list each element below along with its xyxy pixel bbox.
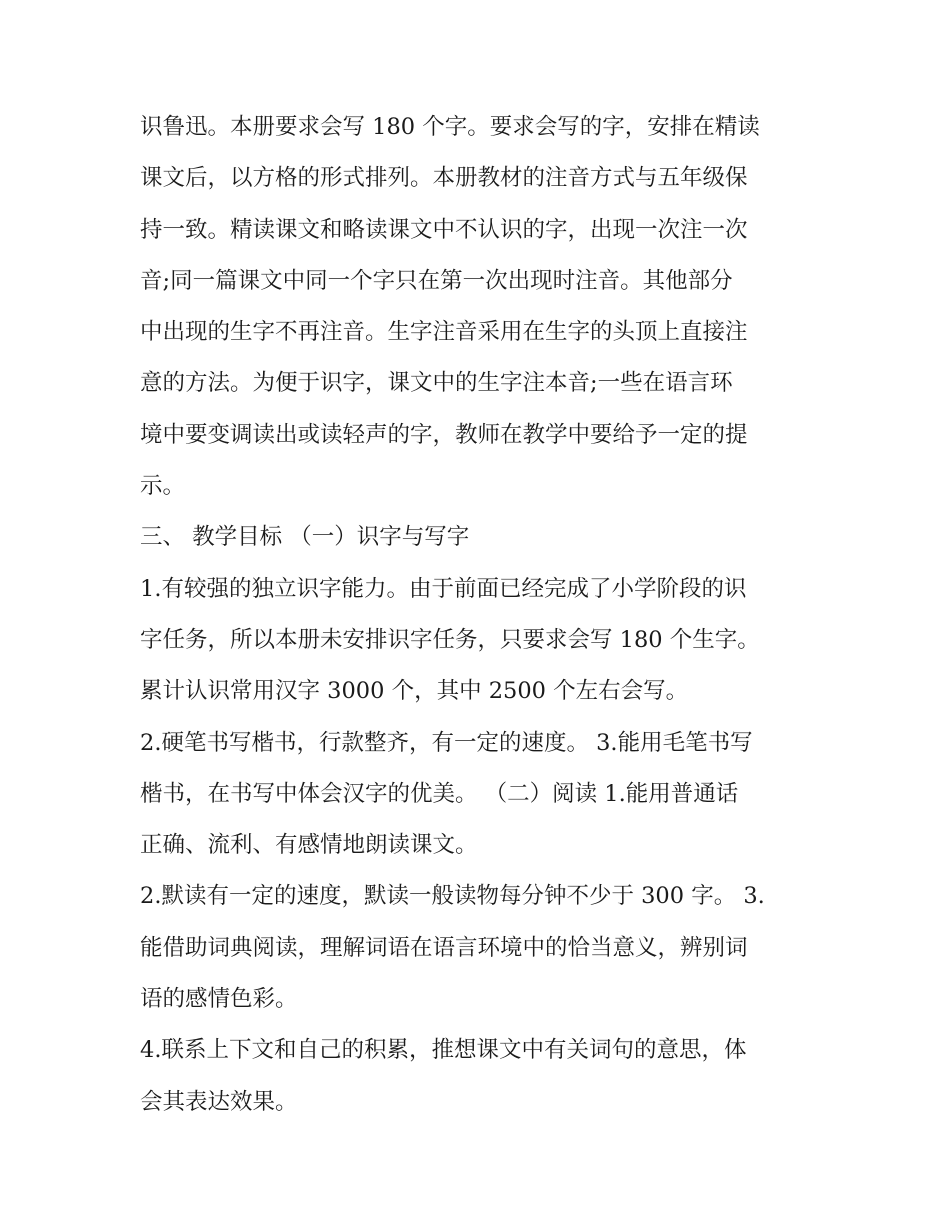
- text-line: 识鲁迅。本册要求会写 180 个字。要求会写的字，安排在精读: [140, 114, 760, 140]
- text-line: 音;同一篇课文中同一个字只在第一次出现时注音。其他部分: [140, 267, 733, 294]
- text-line: 课文后，以方格的形式排列。本册教材的注音方式与五年级保: [140, 165, 748, 192]
- text-line: 能借助词典阅读，理解词语在语言环境中的恰当意义，辨别词: [140, 934, 748, 961]
- section-heading: 三、 教学目标 （一）识字与写字: [140, 524, 470, 551]
- text-line: 4.联系上下文和自己的积累，推想课文中有关词句的意思，体: [140, 1037, 747, 1064]
- text-line: 持一致。精读课文和略读课文中不认识的字，出现一次注一次: [140, 216, 748, 243]
- text-line: 语的感情色彩。: [140, 986, 298, 1013]
- text-line: 会其表达效果。: [140, 1088, 298, 1115]
- text-line: 1.有较强的独立识字能力。由于前面已经完成了小学阶段的识: [140, 575, 747, 602]
- text-line: 字任务，所以本册未安排识字任务，只要求会写 180 个生字。: [140, 626, 760, 653]
- text-line: 楷书，在书写中体会汉字的优美。 （二）阅读 1.能用普通话: [140, 780, 739, 807]
- text-line: 2.硬笔书写楷书，行款整齐，有一定的速度。 3.能用毛笔书写: [140, 729, 753, 756]
- text-line: 2.默读有一定的速度，默读一般读物每分钟不少于 300 字。 3.: [140, 883, 765, 910]
- text-line: 累计认识常用汉字 3000 个，其中 2500 个左右会写。: [140, 678, 689, 705]
- text-line: 中出现的生字不再注音。生字注音采用在生字的头顶上直接注: [140, 319, 748, 346]
- document-body: [140, 102, 820, 1128]
- text-line: 境中要变调读出或读轻声的字，教师在教学中要给予一定的提: [140, 421, 748, 448]
- text-line: 意的方法。为便于识字，课文中的生字注本音;一些在语言环: [140, 370, 733, 397]
- text-line: 示。: [140, 473, 186, 500]
- text-line: 正确、流利、有感情地朗读课文。: [140, 832, 478, 859]
